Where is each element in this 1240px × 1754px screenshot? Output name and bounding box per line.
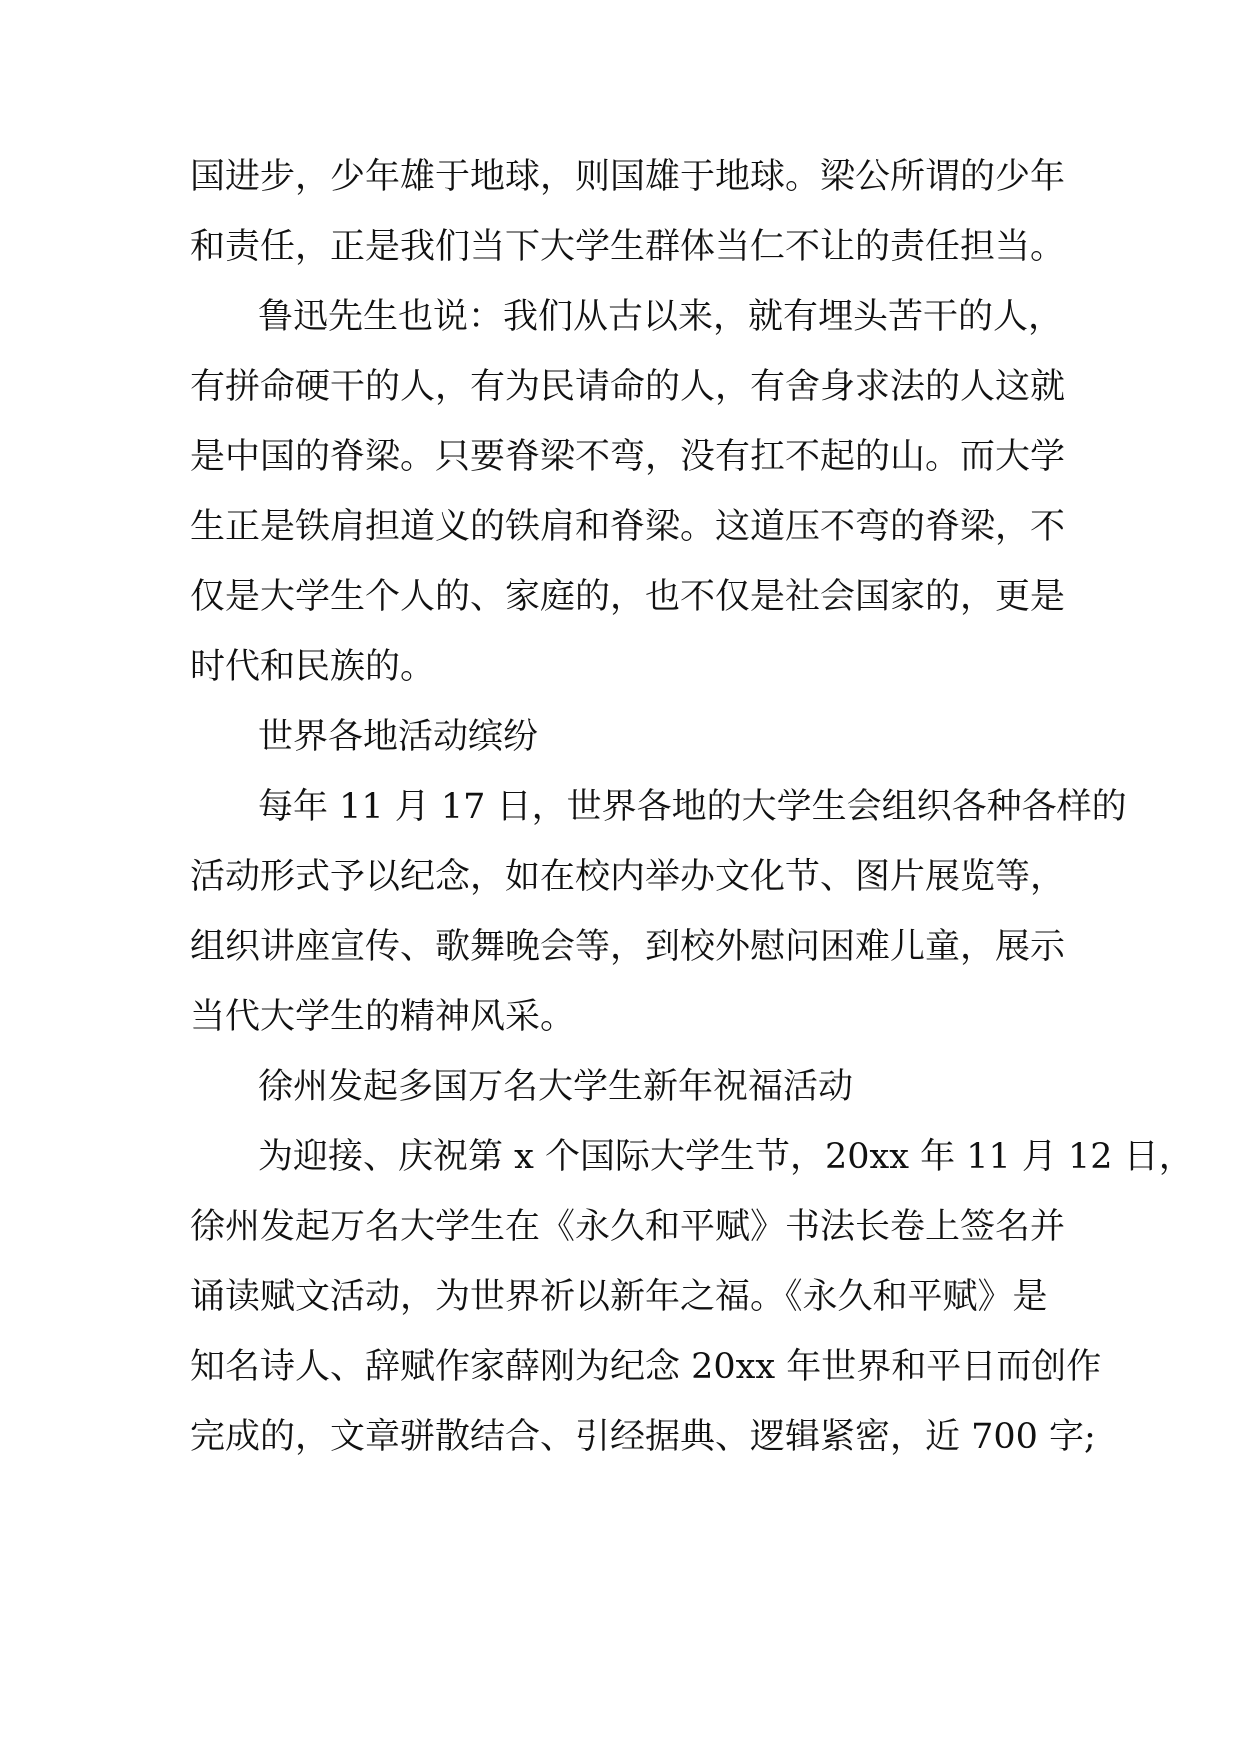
section-heading: 世界各地活动缤纷 xyxy=(258,717,539,757)
section-heading: 徐州发起多国万名大学生新年祝福活动 xyxy=(258,1067,854,1107)
text-line: 完成的，文章骈散结合、引经据典、逻辑紧密，近 700 字; xyxy=(190,1417,1096,1457)
paragraph-start-line: 鲁迅先生也说：我们从古以来，就有埋头苦干的人， xyxy=(258,297,1064,337)
text-line: 徐州发起万名大学生在《永久和平赋》书法长卷上签名并 xyxy=(190,1207,1066,1247)
text-line: 是中国的脊梁。只要脊梁不弯，没有扛不起的山。而大学 xyxy=(190,437,1066,477)
text-line: 生正是铁肩担道义的铁肩和脊梁。这道压不弯的脊梁，不 xyxy=(190,507,1066,547)
paragraph-start-line: 为迎接、庆祝第 x 个国际大学生节，20xx 年 11 月 12 日， xyxy=(258,1137,1194,1177)
text-line: 当代大学生的精神风采。 xyxy=(190,997,576,1037)
paragraph-start-line: 每年 11 月 17 日，世界各地的大学生会组织各种各样的 xyxy=(258,787,1127,827)
text-line: 时代和民族的。 xyxy=(190,647,436,687)
text-line: 组织讲座宣传、歌舞晚会等，到校外慰问困难儿童，展示 xyxy=(190,927,1066,967)
text-line: 仅是大学生个人的、家庭的，也不仅是社会国家的，更是 xyxy=(190,577,1066,617)
text-line: 和责任，正是我们当下大学生群体当仁不让的责任担当。 xyxy=(190,227,1066,267)
text-line: 诵读赋文活动，为世界祈以新年之福。《永久和平赋》是 xyxy=(190,1277,1048,1317)
text-line: 知名诗人、辞赋作家薛刚为纪念 20xx 年世界和平日而创作 xyxy=(190,1347,1102,1387)
text-line: 活动形式予以纪念，如在校内举办文化节、图片展览等， xyxy=(190,857,1066,897)
text-line: 有拼命硬干的人，有为民请命的人，有舍身求法的人这就 xyxy=(190,367,1066,407)
text-line: 国进步，少年雄于地球，则国雄于地球。梁公所谓的少年 xyxy=(190,157,1066,197)
